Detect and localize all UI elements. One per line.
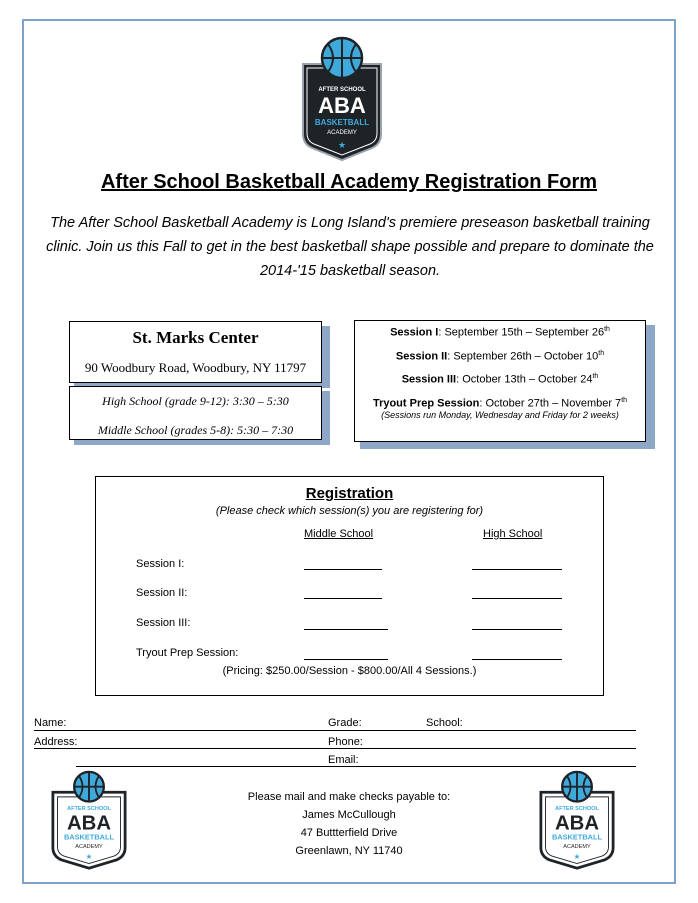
session-3-high-line[interactable]	[472, 629, 562, 630]
grade-label: Grade:	[328, 717, 362, 729]
address-label: Address:	[34, 736, 78, 748]
col-high-school: High School	[483, 528, 543, 540]
registration-box	[95, 476, 604, 696]
mailing-line-1: Please mail and make checks payable to:	[247, 791, 451, 803]
center-address: 90 Woodbury Road, Woodbury, NY 11797	[84, 360, 307, 375]
email-label: Email:	[328, 754, 359, 766]
logo-line1: BASKETBALL	[63, 832, 115, 842]
registration-subtitle: (Please check which session(s) you are registering for)	[215, 505, 484, 517]
session-3-info: Session III: October 13th – October 24th	[401, 373, 599, 386]
session-4-info: Tryout Prep Session: October 27th – November 7th	[372, 396, 628, 410]
mailing-line-2: James McCullough	[302, 809, 396, 821]
session-1-info: Session I: September 15th – September 26th	[390, 326, 610, 339]
logo-line1: BASKETBALL	[314, 118, 370, 127]
row-session-2: Session II:	[136, 587, 188, 599]
tryout-middle-line[interactable]	[304, 659, 388, 660]
address-phone-line[interactable]	[34, 748, 636, 749]
aba-logo-bottom-right	[538, 770, 616, 870]
session-2-middle-line[interactable]	[304, 598, 382, 599]
sessions-note: (Sessions run Monday, Wednesday and Friday for 2 weeks)	[381, 409, 619, 420]
row-session-1: Session I:	[136, 558, 185, 570]
row-tryout-prep: Tryout Prep Session:	[136, 647, 239, 659]
star-icon: ★	[85, 851, 93, 861]
session-1-high-line[interactable]	[472, 569, 562, 570]
logo-line1: BASKETBALL	[551, 832, 603, 842]
star-icon: ★	[573, 851, 581, 861]
intro-text: The After School Basketball Academy is Long Island's premiere preseason basketball training clinic. Join us this Fall to get in the best basketball shape possible and prepare to dominate the 2014-'15 basketball season.	[46, 215, 654, 279]
col-middle-school: Middle School	[304, 528, 374, 540]
tryout-high-line[interactable]	[472, 659, 562, 660]
registration-title: Registration	[305, 485, 394, 502]
mailing-info	[200, 788, 498, 860]
school-label: School:	[426, 717, 463, 729]
logo-line2: ACADEMY	[75, 843, 103, 850]
middle-school-time: Middle School (grades 5-8): 5:30 – 7:30	[97, 423, 294, 437]
logo-line2: ACADEMY	[563, 843, 591, 850]
center-name: St. Marks Center	[132, 328, 259, 347]
sessions-box	[354, 320, 646, 442]
name-grade-school-line[interactable]	[34, 730, 636, 731]
high-school-time: High School (grade 9-12): 3:30 – 5:30	[102, 394, 289, 408]
logo-main-text: ABA	[66, 812, 112, 835]
email-line[interactable]	[76, 766, 636, 767]
mailing-line-4: Greenlawn, NY 11740	[295, 845, 403, 857]
mailing-line-3: 47 Buttterfield Drive	[300, 827, 398, 839]
session-3-middle-line[interactable]	[304, 629, 388, 630]
logo-main-text: ABA	[318, 93, 366, 118]
aba-logo-top	[300, 36, 384, 162]
row-session-3: Session III:	[136, 617, 191, 629]
page-title: After School Basketball Academy Registration Form	[100, 171, 598, 193]
logo-top-text: AFTER SCHOOL	[318, 87, 366, 93]
session-2-high-line[interactable]	[472, 598, 562, 599]
logo-line2: ACADEMY	[327, 130, 357, 136]
times-box	[69, 386, 322, 440]
name-label: Name:	[34, 717, 67, 729]
pricing-text: (Pricing: $250.00/Session - $800.00/All 4 Sessions.)	[222, 665, 477, 677]
logo-top-text: AFTER SCHOOL	[67, 805, 111, 812]
location-box	[69, 321, 322, 383]
session-1-middle-line[interactable]	[304, 569, 382, 570]
session-2-info: Session II: September 26th – October 10th	[395, 349, 605, 363]
logo-top-text: AFTER SCHOOL	[555, 805, 599, 812]
aba-logo-bottom-left	[50, 770, 128, 870]
phone-label: Phone:	[328, 736, 363, 748]
logo-main-text: ABA	[554, 812, 600, 835]
star-icon: ★	[337, 141, 347, 151]
